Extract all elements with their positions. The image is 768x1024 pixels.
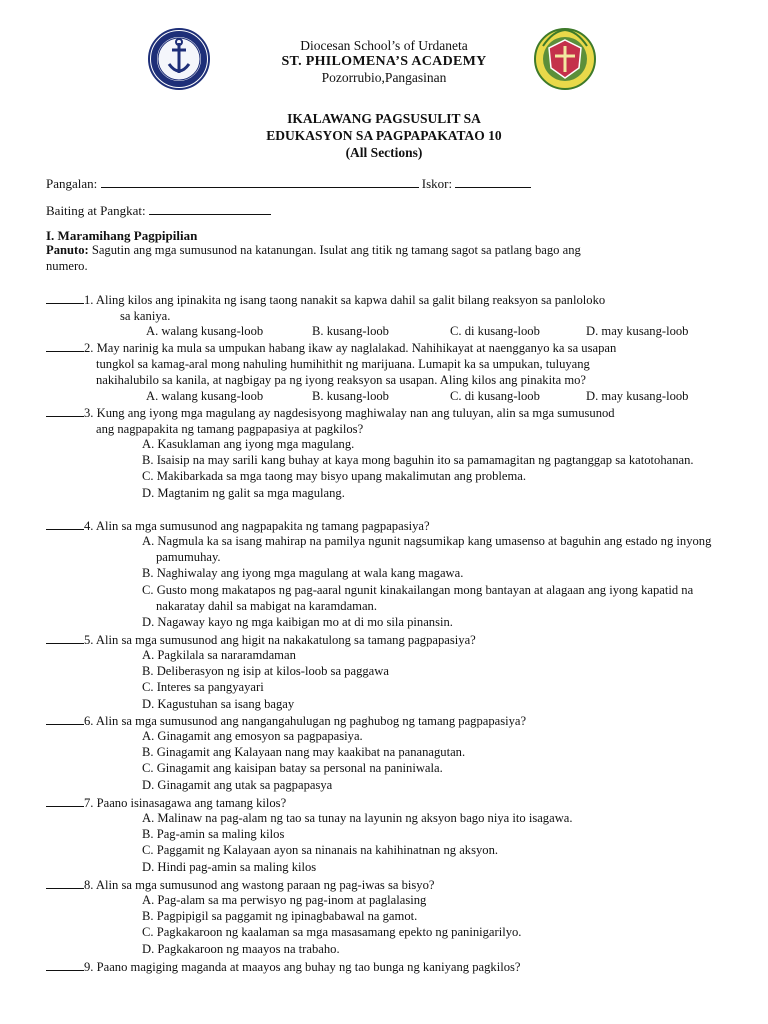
option-d: D. Ginagamit ang utak sa pagpapasya (142, 777, 333, 792)
question-text: Paano magiging maganda at maayos ang buhay ng tao bunga ng kaniyang pagkilos? (96, 960, 521, 974)
name-label: Pangalan: (46, 176, 98, 191)
option-c: C. Makibarkada sa mga taong may bisyo upang makalimutan ang problema. (142, 469, 527, 484)
question-text-continued: ang nagpapakita ng tamang pagpapasiya at pagkilos? (96, 422, 364, 437)
option-b: B. Ginagamit ang Kalayaan nang may kaakibat na pananagutan. (142, 745, 466, 760)
question-7-options (142, 810, 732, 875)
answer-blank-8[interactable] (46, 876, 84, 889)
option-d: D. Hindi pag-amin sa maling kilos (142, 859, 317, 874)
score-blank[interactable] (455, 175, 531, 188)
option-d: D. may kusang-loob (586, 324, 689, 338)
question-text: Alin sa mga sumusunod ang higit na nakakatulong sa tamang pagpapasiya? (95, 633, 476, 647)
question-number: 2. (84, 341, 94, 355)
option-a: A. Kasuklaman ang iyong mga magulang. (142, 437, 355, 451)
question-4-options (142, 533, 732, 630)
question-3-options (142, 436, 732, 501)
question-2-options (146, 388, 688, 404)
option-b: B. Deliberasyon ng isip at kilos-loob sa paggawa (142, 664, 389, 679)
answer-blank-2[interactable] (46, 339, 84, 352)
question-number: 7. (84, 796, 94, 810)
question-text: Alin sa mga sumusunod ang nangangahulugan ng paghubog ng tamang pagpapasiya? (95, 714, 527, 728)
score-label: Iskor: (421, 176, 453, 191)
question-text-continued: nakihalubilo sa kanila, at nagbigay pa ng iyong reaksyon sa usapan. Aling kilos ang pinakita mo? (96, 373, 586, 388)
question-6 (46, 712, 736, 729)
option-c: C. Pagkakaroon ng kaalaman sa mga masasamang epekto ng paninigarilyo. (142, 925, 522, 940)
option-a: A. walang kusang-loob (146, 389, 264, 403)
answer-blank-9[interactable] (46, 958, 84, 971)
option-c: C. Paggamit ng Kalayaan ayon sa ninanais na kahihinatnan ng aksyon. (142, 843, 499, 858)
question-number: 1. (84, 293, 94, 307)
option-a: A. Ginagamit ang emosyon sa pagpapasiya. (142, 729, 363, 743)
instructions-text: Sagutin ang mga sumusunod na katanungan. Isulat ang titik ng tamang sagot sa patlang bago ang (88, 243, 581, 257)
instructions-continued: numero. (46, 259, 88, 273)
option-a: A. Pag-alam sa ma perwisyo ng pag-inom at paglalasing (142, 893, 427, 907)
school-header (0, 38, 768, 86)
question-6-options (142, 728, 732, 793)
question-text-continued: tungkol sa kamag-aral mong nahuling humihithit ng marijuana. Lumapit ka sa umpukan, tuluyang (96, 357, 590, 372)
answer-blank-7[interactable] (46, 794, 84, 807)
answer-blank-6[interactable] (46, 712, 84, 725)
question-5-options (142, 647, 732, 712)
section-heading: I. Maramihang Pagpipilian (46, 228, 198, 243)
question-8 (46, 876, 736, 893)
title-line-3: (All Sections) (345, 145, 423, 160)
question-1-options (146, 323, 688, 339)
question-text: Alin sa mga sumusunod ang wastong paraan ng pag-iwas sa bisyo? (95, 878, 435, 892)
option-d: D. Magtanim ng galit sa mga magulang. (142, 485, 345, 500)
exam-title (0, 110, 768, 161)
question-number: 6. (84, 714, 94, 728)
title-line-2: EDUKASYON SA PAGPAPAKATAO 10 (266, 128, 502, 143)
option-d: D. Pagkakaroon ng maayos na trabaho. (142, 941, 340, 956)
question-1 (46, 291, 736, 324)
question-text-continued: sa kaniya. (120, 309, 171, 324)
option-b: B. kusang-loob (312, 389, 389, 403)
name-blank[interactable] (101, 175, 419, 188)
grade-label: Baiting at Pangkat: (46, 203, 146, 218)
question-8-options (142, 892, 732, 957)
question-9 (46, 958, 736, 975)
option-d: D. may kusang-loob (586, 389, 689, 403)
question-text: Aling kilos ang ipinakita ng isang taong nanakit sa kapwa dahil sa galit bilang reaksyon sa panloloko (95, 293, 606, 307)
answer-blank-3[interactable] (46, 404, 84, 417)
question-text: May narinig ka mula sa umpukan habang ikaw ay naglalakad. Nahihikayat at naengganyo ka sa usapan (96, 341, 617, 355)
option-b: B. Isaisip na may sarili kang buhay at kaya mong baguhin ito sa pamamagitan ng pagtanggap sa katotohanan. (142, 453, 694, 468)
school-location: Pozorrubio,Pangasinan (321, 70, 447, 85)
question-number: 8. (84, 878, 94, 892)
option-c: C. Gusto mong makatapos ng pag-aaral ngunit kinakailangan mong bantayan at alagaan ang iyong kapatid na nakaratay dahil sa mabigat na karamdaman. (142, 582, 694, 613)
question-text: Kung ang iyong mga magulang ay nagdesisyong maghiwalay nan ang tuluyan, alin sa mga sumusunod (96, 406, 615, 420)
option-a: A. Malinaw na pag-alam ng tao sa tunay na layunin ng aksyon bago niya ito isagawa. (142, 811, 573, 825)
option-b: B. Naghiwalay ang iyong mga magulang at wala kang magawa. (142, 566, 464, 581)
instructions (46, 243, 581, 258)
title-line-1: IKALAWANG PAGSUSULIT SA (287, 111, 481, 126)
option-b: B. Pag-amin sa maling kilos (142, 827, 285, 842)
option-b: B. Pagpipigil sa paggamit ng ipinagbabawal na gamot. (142, 909, 418, 924)
diocese-name: Diocesan School’s of Urdaneta (300, 38, 468, 53)
name-row (46, 175, 531, 192)
question-5 (46, 631, 736, 648)
answer-blank-1[interactable] (46, 291, 84, 304)
question-text: Alin sa mga sumusunod ang nagpapakita ng tamang pagpapasiya? (95, 519, 430, 533)
option-a: A. walang kusang-loob (146, 324, 264, 338)
school-name: ST. PHILOMENA’S ACADEMY (281, 54, 487, 69)
option-c: C. Interes sa pangyayari (142, 680, 264, 695)
grade-blank[interactable] (149, 202, 271, 215)
question-number: 9. (84, 960, 94, 974)
question-7 (46, 794, 736, 811)
option-b: B. kusang-loob (312, 324, 389, 338)
question-2 (46, 339, 736, 389)
question-number: 4. (84, 519, 94, 533)
question-number: 3. (84, 406, 94, 420)
option-d: D. Nagaway kayo ng mga kaibigan mo at di mo sila pinansin. (142, 615, 453, 630)
question-number: 5. (84, 633, 94, 647)
option-c: C. di kusang-loob (450, 389, 540, 403)
question-3 (46, 404, 736, 437)
option-a: A. Pagkilala sa nararamdaman (142, 648, 296, 662)
instructions-label: Panuto: (46, 243, 89, 257)
option-a: A. Nagmula ka sa isang mahirap na pamilya ngunit nagsumikap kang umasenso at baguhin ang estado ng inyong pamumuhay. (142, 534, 712, 565)
answer-blank-5[interactable] (46, 631, 84, 644)
answer-blank-4[interactable] (46, 517, 84, 530)
option-c: C. di kusang-loob (450, 324, 540, 338)
question-4 (46, 517, 736, 534)
option-d: D. Kagustuhan sa isang bagay (142, 696, 295, 711)
question-text: Paano isinasagawa ang tamang kilos? (96, 796, 287, 810)
grade-row (46, 202, 271, 219)
option-c: C. Ginagamit ang kaisipan batay sa personal na paniniwala. (142, 761, 443, 776)
